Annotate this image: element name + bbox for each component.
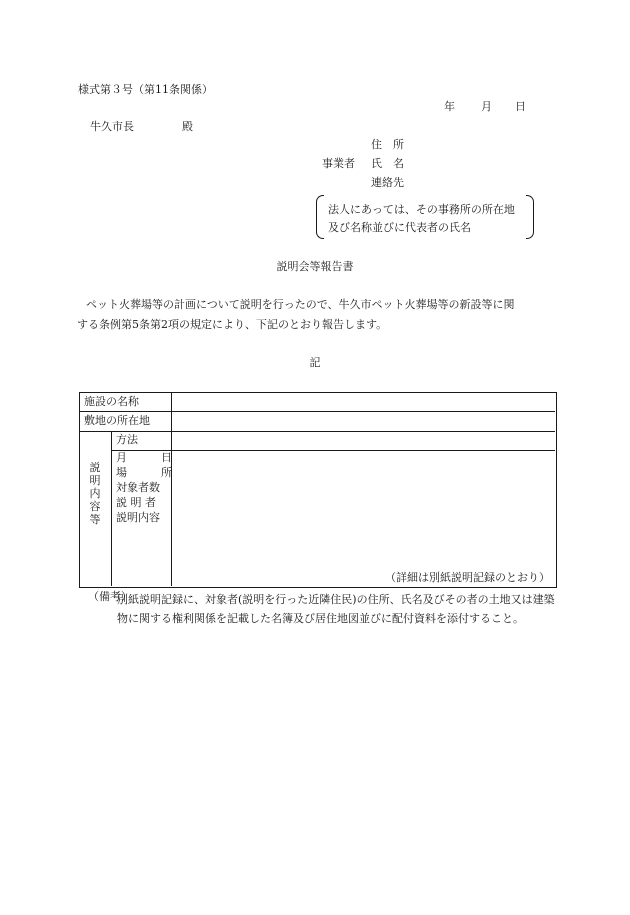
corporate-note-line2: 及び名称並びに代表者の氏名 xyxy=(328,221,471,234)
date-year: 年 xyxy=(444,100,455,113)
detail-content: 説明内容 xyxy=(116,511,160,524)
date-day: 日 xyxy=(515,100,526,113)
addressee-name: 牛久市長 xyxy=(90,120,134,133)
applicant-contact-label: 連絡先 xyxy=(371,176,404,189)
row-divider-1 xyxy=(80,411,555,412)
addressee-honorific: 殿 xyxy=(182,120,193,133)
detail-presenter: 説 明 者 xyxy=(116,496,156,509)
body-line-1: ペット火葬場等の計画について説明を行ったので、牛久市ペット火葬場等の新設等に関 xyxy=(86,298,515,311)
document-title: 説明会等報告書 xyxy=(276,260,354,273)
left-brace xyxy=(316,195,324,239)
applicant-label: 事業者 xyxy=(322,157,355,170)
remarks-head: （備考） xyxy=(88,590,132,603)
date-month: 月 xyxy=(481,100,492,113)
corporate-note-box xyxy=(316,195,534,239)
details-note: （詳細は別紙説明記録のとおり） xyxy=(385,571,550,584)
applicant-address-label: 住 所 xyxy=(371,138,404,151)
detail-date: 月 日 xyxy=(116,451,172,464)
section-column-divider xyxy=(111,431,112,586)
corporate-note xyxy=(328,201,515,237)
detail-place: 場 所 xyxy=(116,466,172,479)
row-divider-2 xyxy=(80,431,555,432)
detail-labels xyxy=(116,450,172,525)
remarks-text: 別紙説明記録に、対象者(説明を行った近隣住民)の住所、氏名及びその者の土地又は建築物に関する権利関係を記載した名簿及び居住地図並びに配付資料を添付すること。 xyxy=(117,593,555,625)
corporate-note-line1: 法人にあっては、その事務所の所在地 xyxy=(328,203,515,216)
right-brace xyxy=(526,195,534,239)
applicant-name-label: 氏 名 xyxy=(371,157,404,170)
ki-heading: 記 xyxy=(309,356,321,369)
detail-attendees: 対象者数 xyxy=(116,481,160,494)
method-label: 方法 xyxy=(116,433,138,446)
facility-name-label: 施設の名称 xyxy=(84,395,139,408)
report-table xyxy=(79,392,557,588)
section-label: 説明内容等 xyxy=(89,461,101,526)
body-line-2: する条例第5条第2項の規定により、下記のとおり報告します。 xyxy=(77,318,388,331)
site-location-label: 敷地の所在地 xyxy=(84,414,150,427)
form-number: 様式第３号（第11条関係） xyxy=(78,83,213,96)
row-divider-3 xyxy=(111,450,555,451)
